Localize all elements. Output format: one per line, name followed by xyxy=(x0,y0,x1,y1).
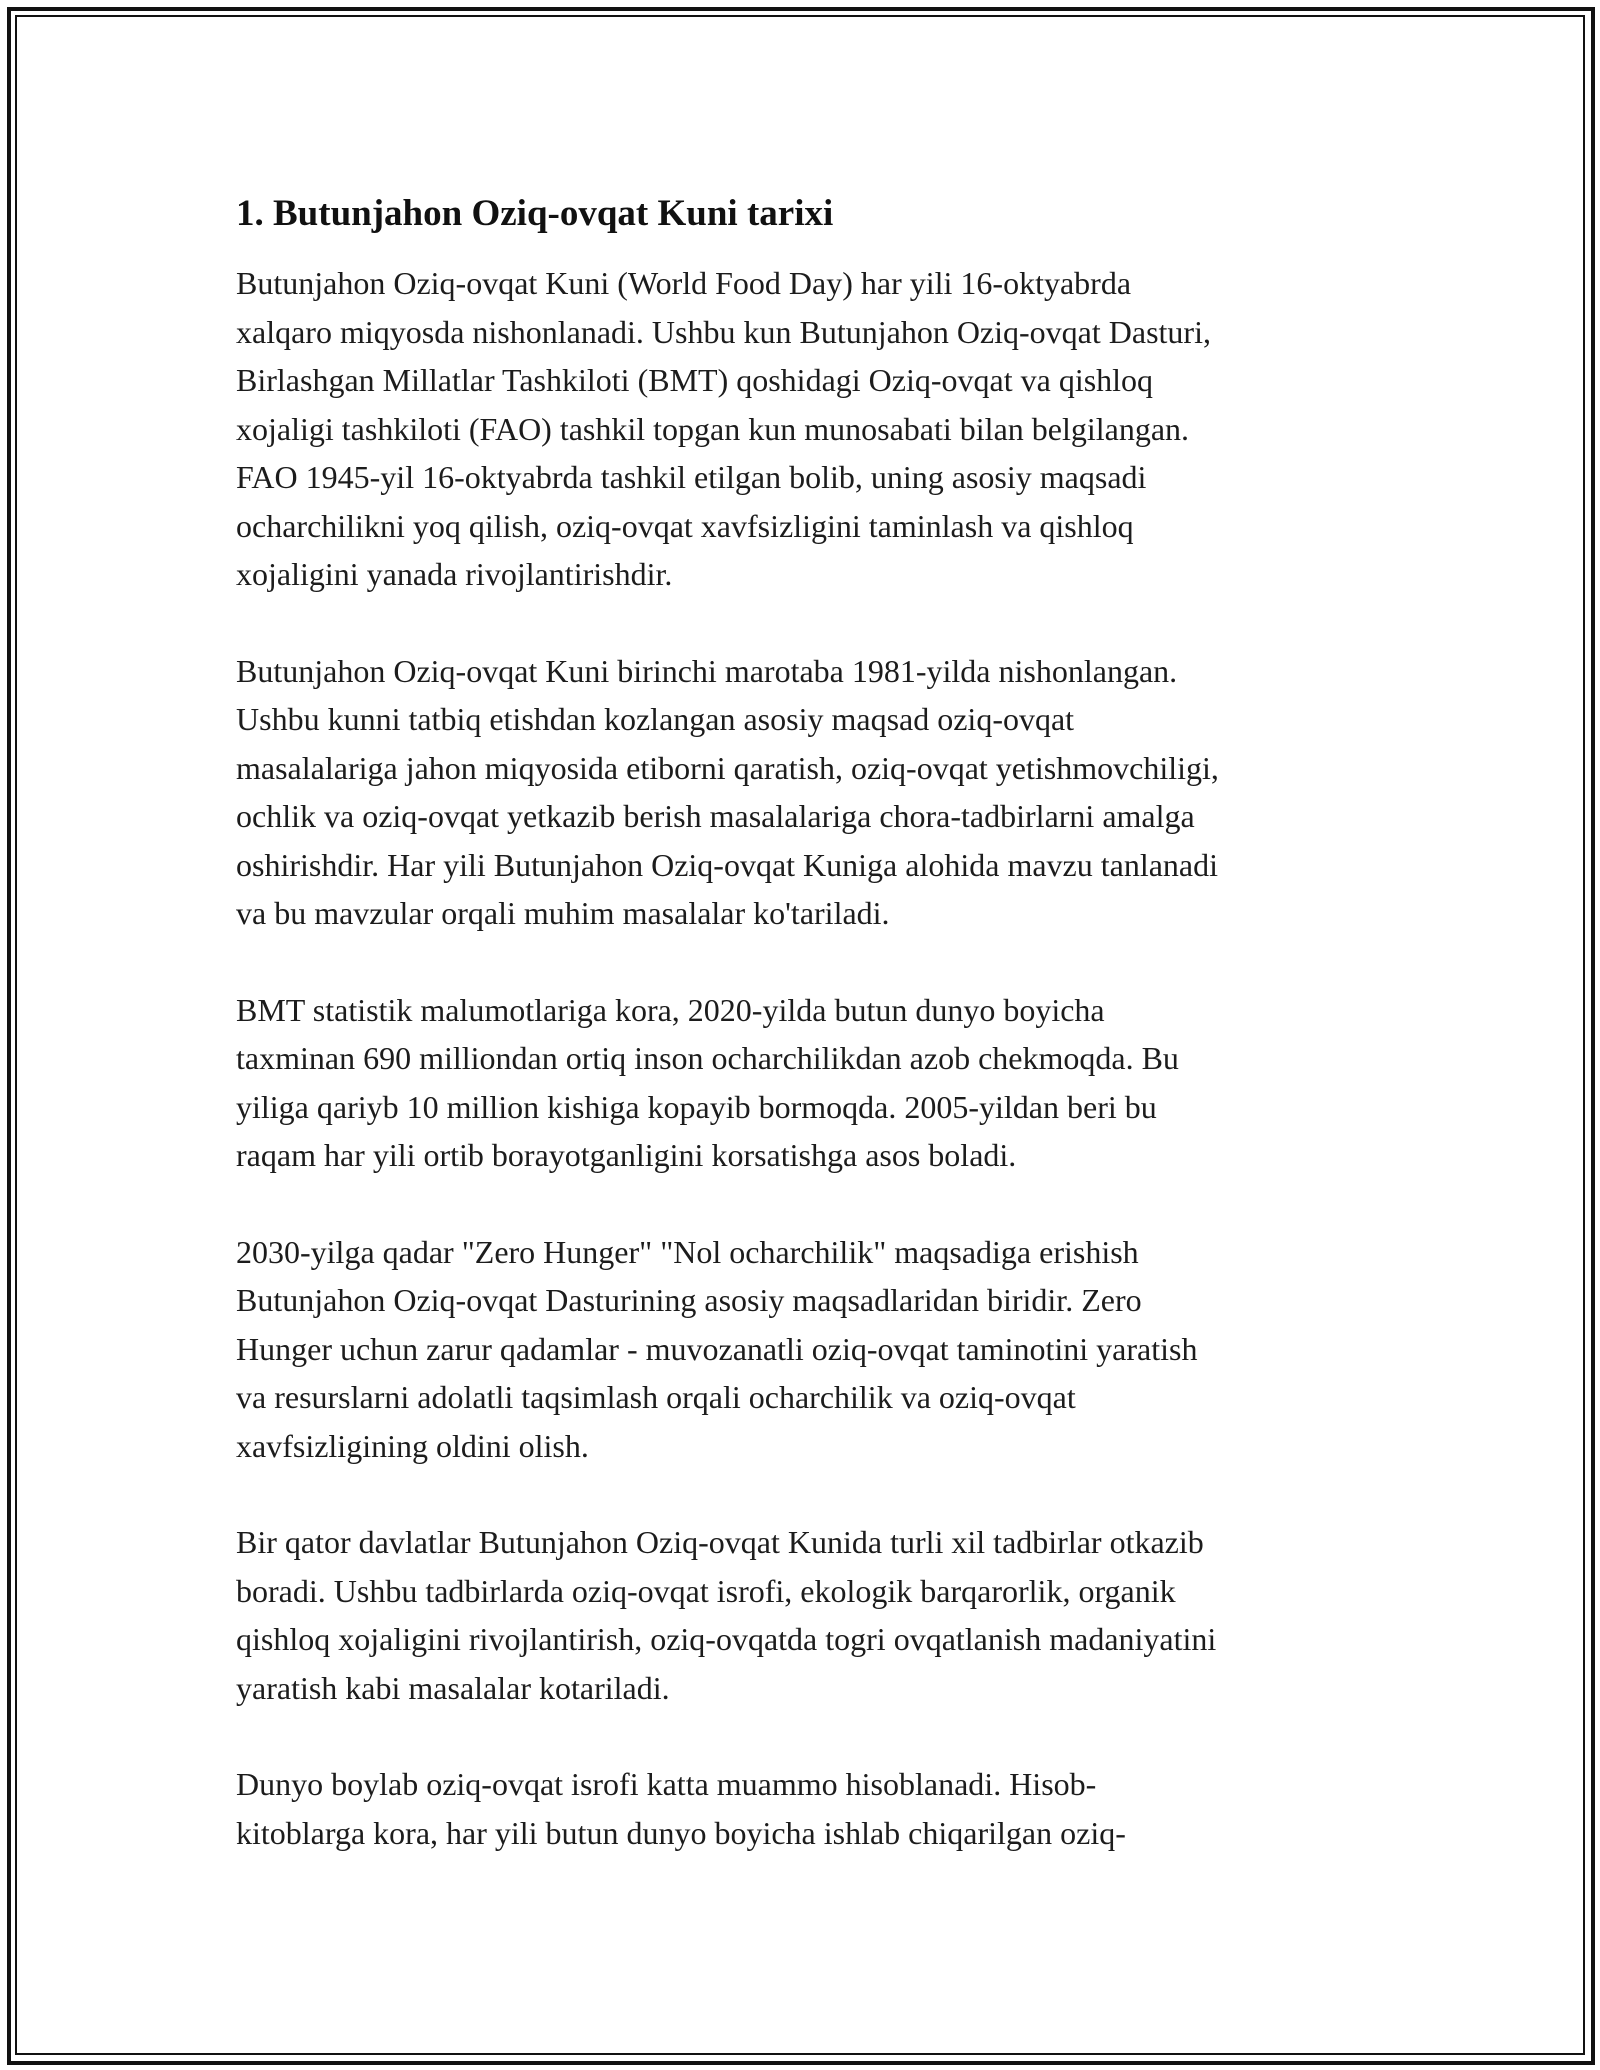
text-line: Birlashgan Millatlar Tashkiloti (BMT) qoshidagi Oziq-ovqat va qishloq xyxy=(236,362,1154,398)
paragraph-statistics xyxy=(236,986,1376,1180)
text-line: kitoblarga kora, har yili butun dunyo boyicha ishlab chiqarilgan oziq- xyxy=(236,1814,1126,1851)
text-line: raqam har yili ortib borayotganligini korsatishga asos boladi. xyxy=(236,1137,1017,1173)
text-line: oshirishdir. Har yili Butunjahon Oziq-ovqat Kuniga alohida mavzu tanlanadi xyxy=(236,846,1219,883)
text-line: Dunyo boylab oziq-ovqat isrofi katta muammo hisoblanadi. Hisob- xyxy=(236,1766,1097,1802)
paragraph-history-intro xyxy=(236,259,1376,599)
text-line: Hunger uchun zarur qadamlar - muvozanatli oziq-ovqat taminotini yaratish xyxy=(236,1330,1198,1367)
text-line: qishloq xojaligini rivojlantirish, oziq-ovqatda togri ovqatlanish madaniyatini xyxy=(236,1621,1217,1657)
text-line: xojaligini yanada rivojlantirishdir. xyxy=(236,556,673,592)
paragraph-zero-hunger xyxy=(236,1228,1376,1471)
document-body xyxy=(236,190,1376,1905)
text-line: masalalariga jahon miqyosida etiborni qaratish, oziq-ovqat yetishmovchiligi, xyxy=(236,749,1219,786)
section-heading: 1. Butunjahon Oziq-ovqat Kuni tarixi xyxy=(236,193,834,234)
text-line: Butunjahon Oziq-ovqat Kuni birinchi marotaba 1981-yilda nishonlangan. xyxy=(236,652,1178,689)
text-line: va bu mavzular orqali muhim masalalar ko'tariladi. xyxy=(236,895,890,931)
paragraph-events xyxy=(236,1518,1376,1712)
text-line: Bir qator davlatlar Butunjahon Oziq-ovqat Kunida turli xil tadbirlar otkazib xyxy=(236,1524,1204,1560)
text-line: FAO 1945-yil 16-oktyabrda tashkil etilgan bolib, uning asosiy maqsadi xyxy=(236,459,1147,495)
text-line: va resurslarni adolatli taqsimlash orqali ocharchilik va oziq-ovqat xyxy=(236,1379,1076,1415)
text-line: Ushbu kunni tatbiq etishdan kozlangan asosiy maqsad oziq-ovqat xyxy=(236,701,1075,737)
paragraph-first-celebration xyxy=(236,647,1376,938)
text-line: xalqaro miqyosda nishonlanadi. Ushbu kun Butunjahon Oziq-ovqat Dasturi, xyxy=(236,313,1211,350)
text-line: taxminan 690 milliondan ortiq inson ocharchilikdan azob chekmoqda. Bu xyxy=(236,1040,1179,1076)
text-line: xojaligi tashkiloti (FAO) tashkil topgan kun munosabati bilan belgilangan. xyxy=(236,410,1190,447)
text-line: 2030-yilga qadar "Zero Hunger" "Nol ocharchilik" maqsadiga erishish xyxy=(236,1233,1139,1270)
text-line: BMT statistik malumotlariga kora, 2020-yilda butun dunyo boyicha xyxy=(236,991,1105,1028)
text-line: yaratish kabi masalalar kotariladi. xyxy=(236,1669,670,1706)
paragraph-food-waste xyxy=(236,1760,1376,1857)
text-line: boradi. Ushbu tadbirlarda oziq-ovqat isrofi, ekologik barqarorlik, organik xyxy=(236,1572,1176,1609)
text-line: ochlik va oziq-ovqat yetkazib berish masalalariga chora-tadbirlarni amalga xyxy=(236,798,1195,834)
text-line: Butunjahon Oziq-ovqat Kuni (World Food Day) har yili 16-oktyabrda xyxy=(236,265,1132,301)
text-line: yiliga qariyb 10 million kishiga kopayib bormoqda. 2005-yildan beri bu xyxy=(236,1088,1157,1125)
text-line: ocharchilikni yoq qilish, oziq-ovqat xavfsizligini taminlash va qishloq xyxy=(236,507,1134,544)
text-line: Butunjahon Oziq-ovqat Dasturining asosiy maqsadlaridan biridir. Zero xyxy=(236,1282,1142,1318)
text-line: xavfsizligining oldini olish. xyxy=(236,1427,589,1464)
